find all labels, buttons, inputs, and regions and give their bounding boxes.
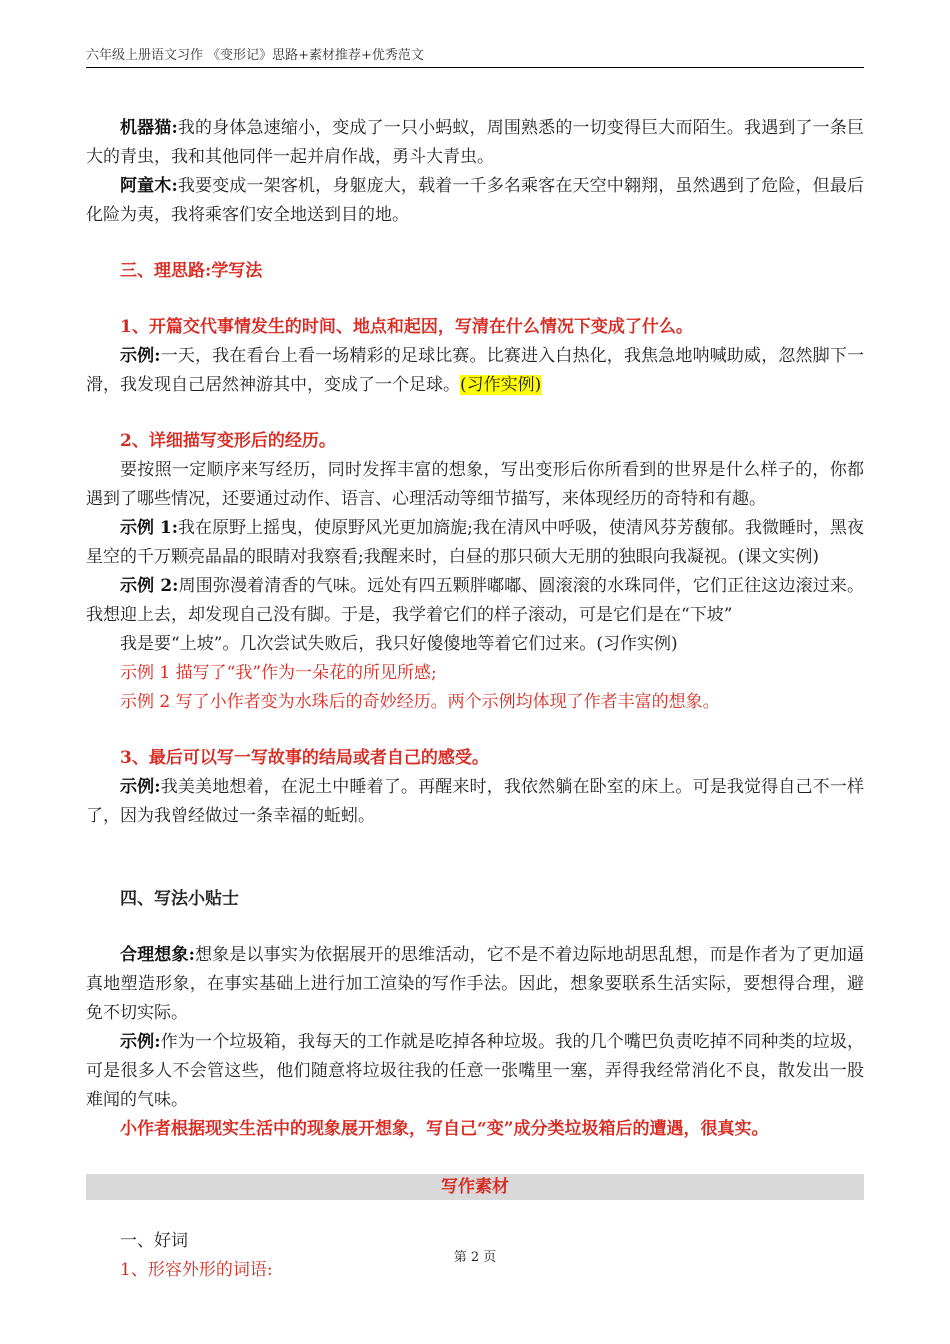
section-3-title: 三、理思路:学写法: [120, 261, 263, 281]
step-1-example-text: 一天，我在看台上看一场精彩的足球比赛。比赛进入白热化，我焦急地呐喊助威，忽然脚下一滑，我发现自己居然神游其中，变成了一个足球。: [86, 346, 864, 395]
step-2-text: 要按照一定顺序来写经历，同时发挥丰富的想象，写出变形后你所看到的世界是什么样子的，你都遇到了哪些情况，还要通过动作、语言、心理活动等细节描写，来体现经历的奇特和有趣。: [86, 460, 864, 509]
step-3-example: [86, 773, 864, 831]
example-1-text: 我在原野上摇曳，使原野风光更加旖旎;我在清风中呼吸，使清风芬芳馥郁。我微睡时，黑夜星空的千万颗亮晶晶的眼睛对我察看;我醒来时，白昼的那只硕大无朋的独眼向我凝视。(课文实例): [86, 518, 864, 567]
materials-banner: 写作素材: [86, 1174, 864, 1200]
intro-text-1: 我的身体急速缩小，变成了一只小蚂蚁，周围熟悉的一切变得巨大而陌生。我遇到了一条巨大的青虫，我和其他同伴一起并肩作战，勇斗大青虫。: [86, 118, 864, 167]
intro-label-2: 阿童木:: [120, 176, 178, 196]
tip-example-label: 示例:: [120, 1032, 161, 1052]
step-1-example: [86, 342, 864, 400]
step-3-title: 3、最后可以写一写故事的结局或者自己的感受。: [120, 748, 489, 768]
intro-paragraph-2: [86, 172, 864, 230]
step-2-example-2-continued: 我是要“上坡”。几次尝试失败后，我只好傻傻地等着它们过来。(习作实例): [120, 634, 678, 654]
tip-paragraph: [86, 941, 864, 1028]
step-2-note-1: 示例 1 描写了“我”作为一朵花的所见所感;: [120, 663, 437, 683]
step-1-title: 1、开篇交代事情发生的时间、地点和起因，写清在什么情况下变成了什么。: [120, 317, 693, 337]
materials-subheading: 一、好词: [120, 1231, 188, 1251]
step-2-note-2: 示例 2 写了小作者变为水珠后的奇妙经历。两个示例均体现了作者丰富的想象。: [120, 692, 720, 712]
section-4-title: 四、写法小贴士: [120, 889, 239, 909]
example-2-label: 示例 2:: [120, 576, 179, 596]
tip-example: [86, 1028, 864, 1115]
step-3-example-text: 我美美地想着，在泥土中睡着了。再醒来时，我依然躺在卧室的床上。可是我觉得自己不一样了，因为我曾经做过一条幸福的蚯蚓。: [86, 777, 864, 826]
tip-text: 想象是以事实为依据展开的思维活动，它不是不着边际地胡思乱想，而是作者为了更加逼真地塑造形象，在事实基础上进行加工渲染的写作手法。因此，想象要联系生活实际，要想得合理，避免不切实际。: [86, 945, 864, 1023]
tip-label: 合理想象:: [120, 945, 195, 965]
intro-label-1: 机器猫:: [120, 118, 178, 138]
tip-comment: 小作者根据现实生活中的现象展开想象，写自己“变”成分类垃圾箱后的遭遇，很真实。: [120, 1119, 769, 1139]
step-2-title: 2、详细描写变形后的经历。: [120, 431, 336, 451]
step-2-example-2: [86, 572, 864, 630]
intro-text-2: 我要变成一架客机，身躯庞大，载着一千多名乘客在天空中翱翔，虽然遇到了危险，但最后化险为夷，我将乘客们安全地送到目的地。: [86, 176, 864, 225]
page-header: 六年级上册语文习作 《变形记》思路+素材推荐+优秀范文: [86, 44, 864, 68]
tip-example-text: 作为一个垃圾箱，我每天的工作就是吃掉各种垃圾。我的几个嘴巴负责吃掉不同种类的垃圾，可是很多人不会管这些，他们随意将垃圾往我的任意一张嘴里一塞，弄得我经常消化不良，散发出一股难闻的气味。: [86, 1032, 864, 1110]
intro-paragraph-1: [86, 114, 864, 172]
step-3-example-label: 示例:: [120, 777, 161, 797]
example-1-label: 示例 1:: [120, 518, 179, 538]
step-1-example-label: 示例:: [120, 346, 161, 366]
step-1-example-tag: (习作实例): [460, 375, 542, 395]
materials-item-1: 1、形容外形的词语:: [120, 1260, 273, 1280]
page-content: [86, 114, 864, 1285]
step-2-example-1: [86, 514, 864, 572]
page-number: 第 2 页: [453, 1250, 497, 1265]
example-2-text: 周围弥漫着清香的气味。远处有四五颗胖嘟嘟、圆滚滚的水珠同伴，它们正往这边滚过来。我想迎上去，却发现自己没有脚。于是，我学着它们的样子滚动，可是它们是在“下坡”: [86, 576, 865, 625]
